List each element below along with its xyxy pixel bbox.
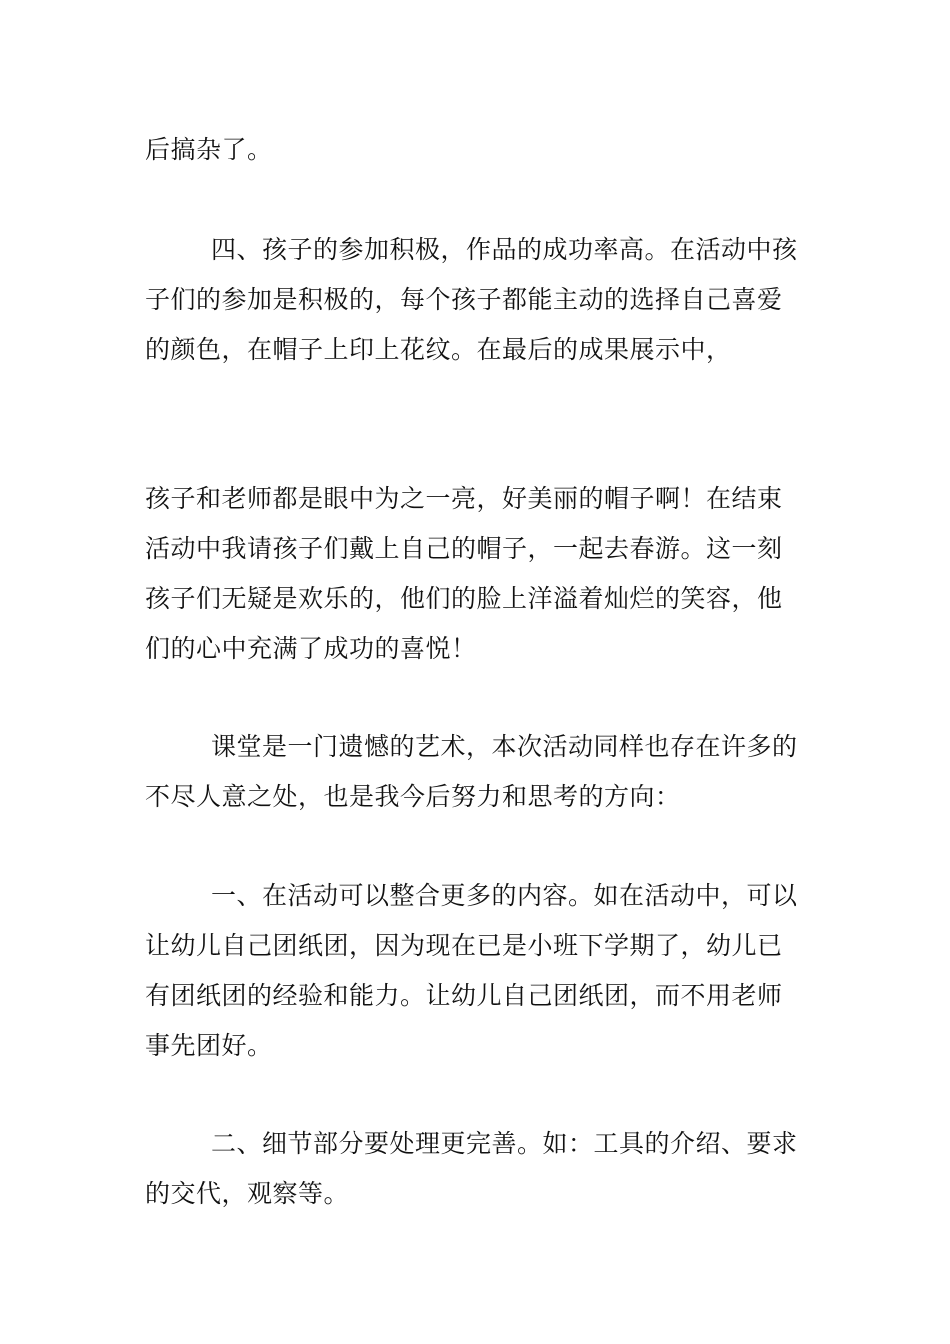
paragraph-point-one — [145, 871, 807, 1071]
text-line: 子们的参加是积极的，每个孩子都能主动的选择自己喜爱 — [145, 285, 783, 314]
paragraph-continuation — [145, 125, 807, 175]
text-line: 四、孩子的参加积极，作品的成功率高。在活动中孩 — [211, 235, 798, 264]
text-line: 的交代，观察等。 — [145, 1179, 350, 1208]
text-line: 二、细节部分要处理更完善。如：工具的介绍、要求 — [211, 1129, 798, 1158]
text-line: 孩子和老师都是眼中为之一亮，好美丽的帽子啊！在结束 — [145, 484, 783, 513]
text-line: 一、在活动可以整合更多的内容。如在活动中，可以 — [211, 881, 798, 910]
text-line: 的颜色，在帽子上印上花纹。在最后的成果展示中， — [145, 335, 732, 364]
text-line: 活动中我请孩子们戴上自己的帽子，一起去春游。这一刻 — [145, 534, 783, 563]
text-line: 孩子们无疑是欢乐的，他们的脸上洋溢着灿烂的笑容，他 — [145, 584, 783, 613]
paragraph-point-two — [145, 1119, 807, 1219]
text-line: 们的心中充满了成功的喜悦！ — [145, 634, 477, 663]
text-line: 有团纸团的经验和能力。让幼儿自己团纸团，而不用老师 — [145, 981, 783, 1010]
paragraph-result-display — [145, 474, 807, 674]
text-line: 后搞杂了。 — [145, 135, 273, 164]
text-line: 不尽人意之处，也是我今后努力和思考的方向： — [145, 782, 681, 811]
text-line: 事先团好。 — [145, 1031, 273, 1060]
paragraph-point-four — [145, 225, 807, 375]
paragraph-reflection-intro — [145, 722, 807, 822]
text-line: 让幼儿自己团纸团，因为现在已是小班下学期了，幼儿已 — [145, 931, 783, 960]
text-line: 课堂是一门遗憾的艺术，本次活动同样也存在许多的 — [211, 732, 798, 761]
